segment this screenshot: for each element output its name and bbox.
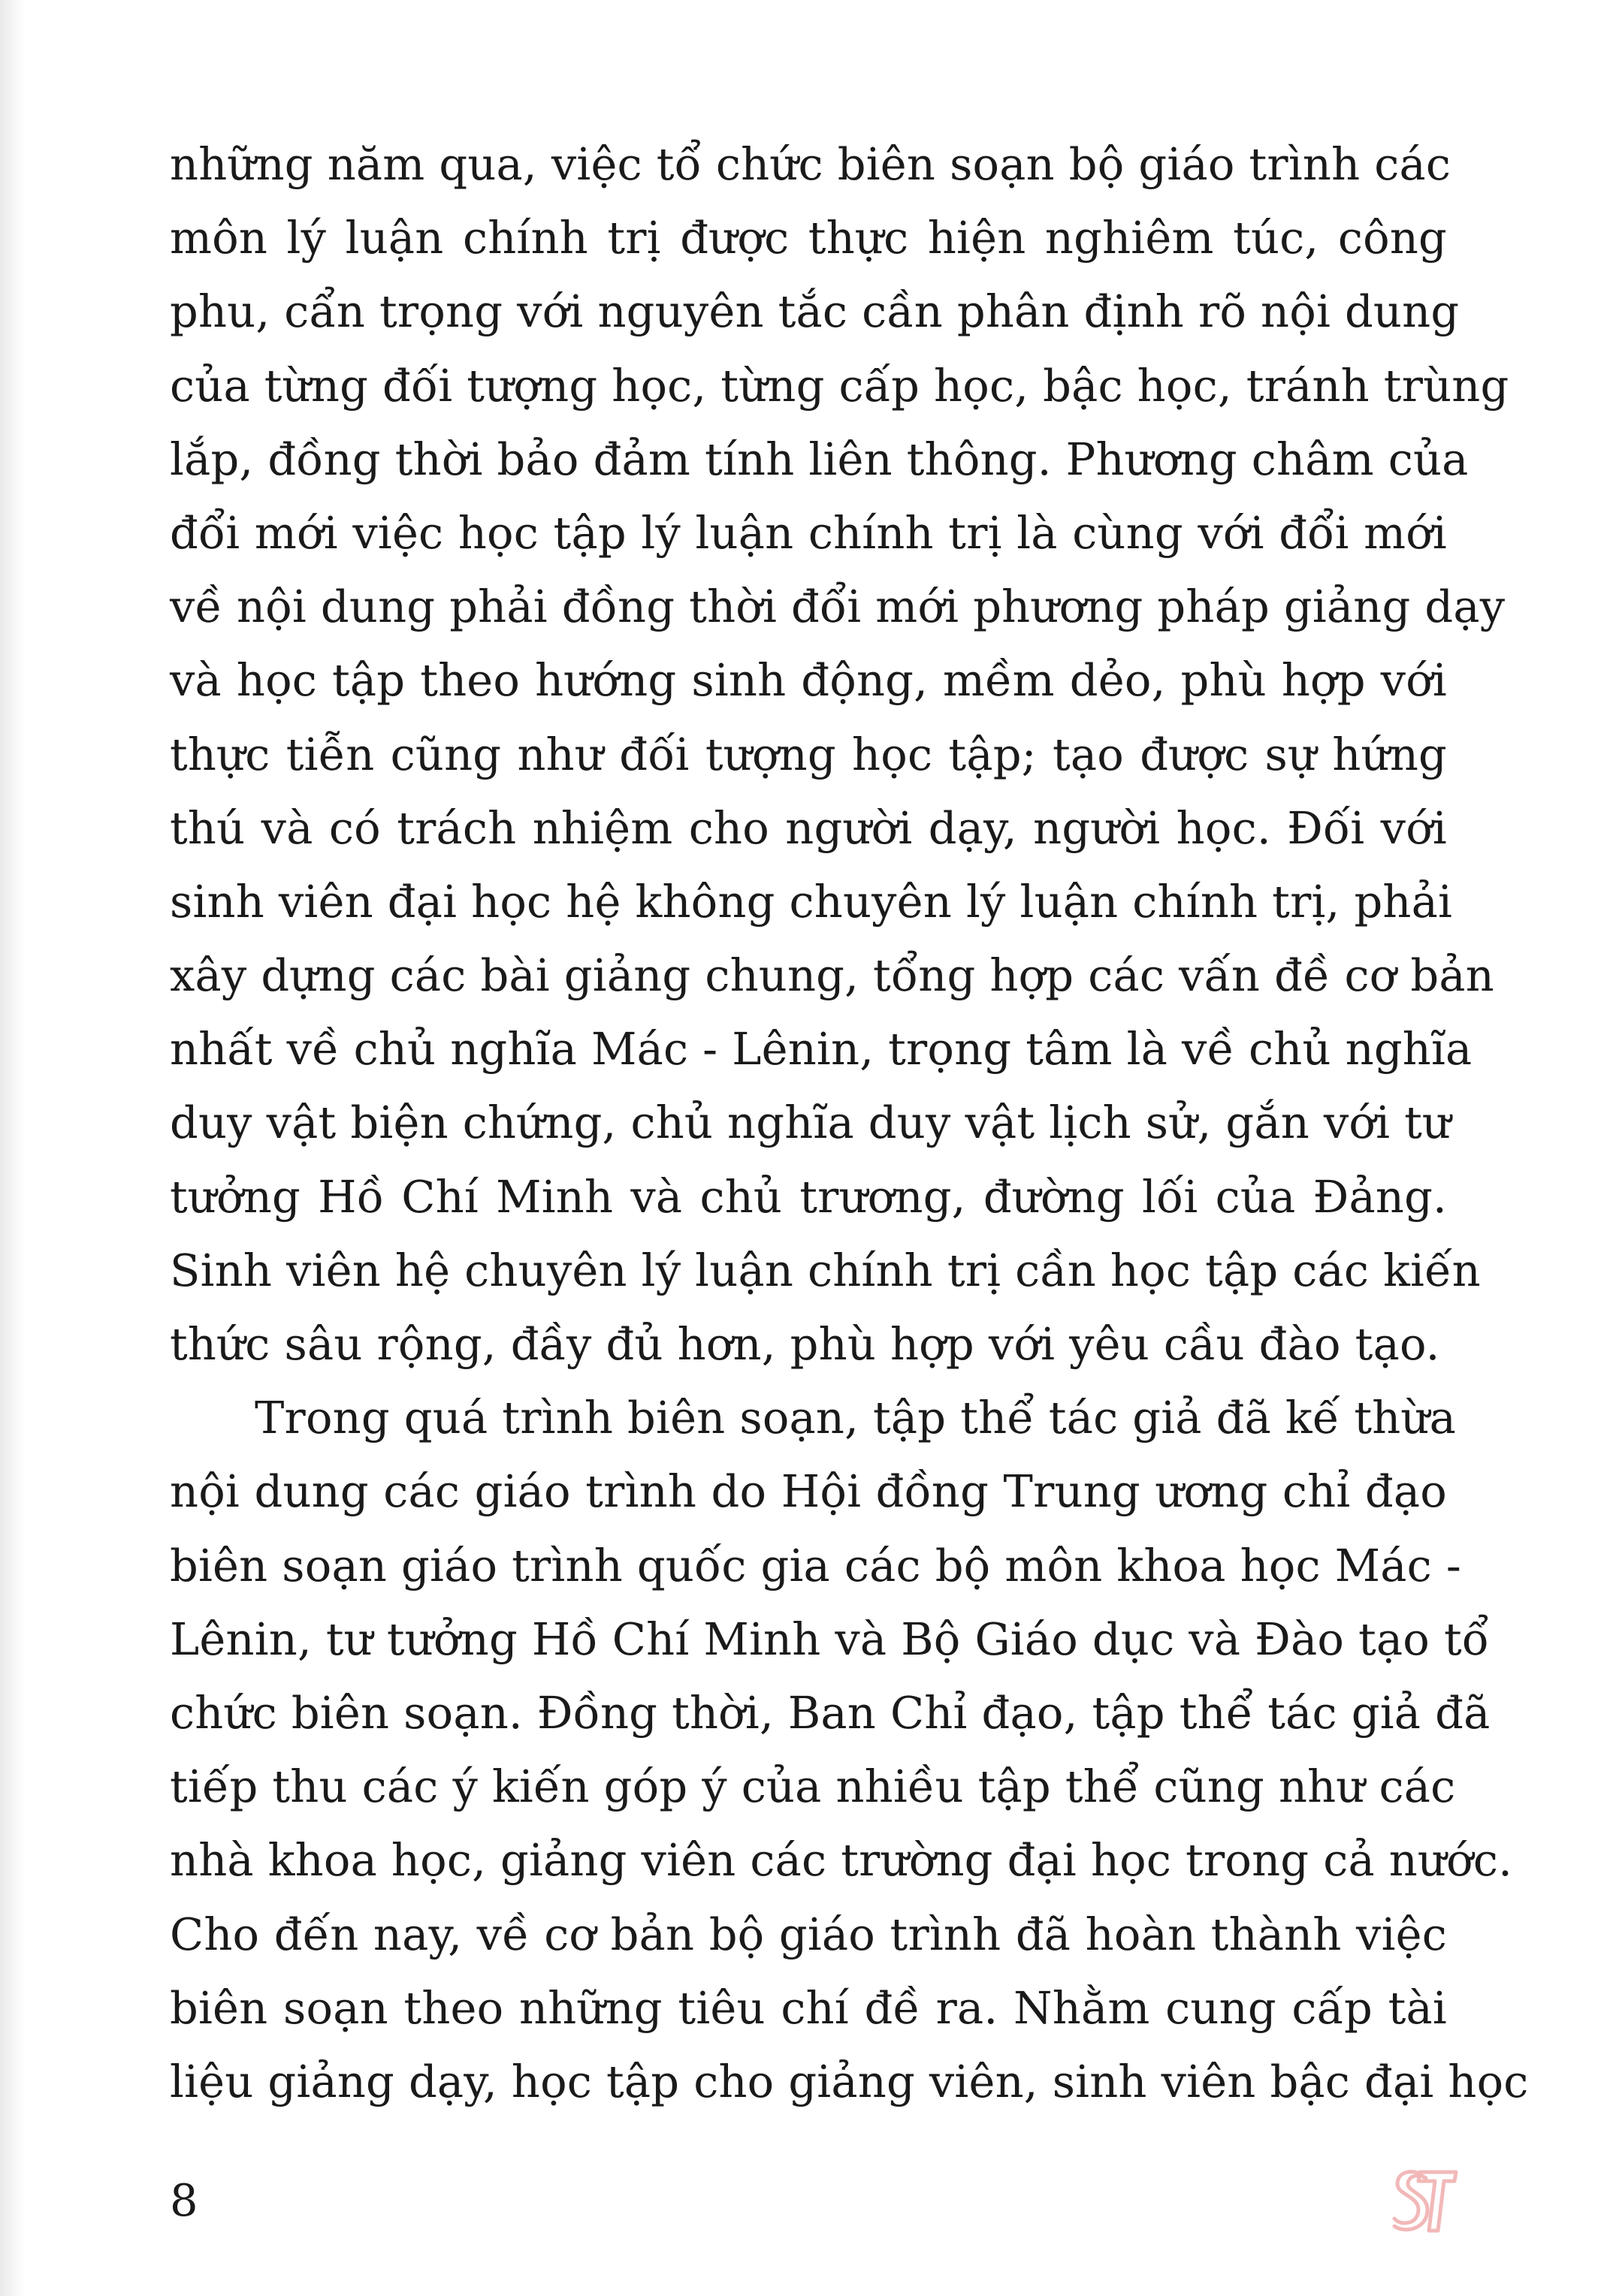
text-line: nhất về chủ nghĩa Mác - Lênin, trọng tâm là về chủ nghĩa (170, 1023, 1473, 1076)
text-line: biên soạn giáo trình quốc gia các bộ môn khoa học Mác - (170, 1539, 1462, 1592)
paragraph-1 (170, 128, 1509, 1381)
text-line: duy vật biện chứng, chủ nghĩa duy vật lịch sử, gắn với tư (170, 1097, 1451, 1149)
text-line: về nội dung phải đồng thời đổi mới phương pháp giảng dạy (170, 581, 1506, 633)
paragraph-2 (170, 1381, 1529, 2119)
text-line: của từng đối tượng học, từng cấp học, bậc học, tránh trùng (170, 359, 1509, 412)
text-line: tưởng Hồ Chí Minh và chủ trương, đường lối của Đảng. (170, 1170, 1447, 1223)
page-gutter-shadow (0, 0, 26, 2296)
text-line: thú và có trách nhiệm cho người dạy, người học. Đối với (170, 801, 1447, 854)
text-line: đổi mới việc học tập lý luận chính trị là cùng với đổi mới (170, 506, 1447, 559)
text-line: Sinh viên hệ chuyên lý luận chính trị cần học tập các kiến (170, 1244, 1481, 1296)
text-line: Lênin, tư tưởng Hồ Chí Minh và Bộ Giáo dục và Đào tạo tổ (170, 1613, 1490, 1665)
publisher-logo-icon (1391, 2165, 1459, 2237)
text-line: nội dung các giáo trình do Hội đồng Trung ương chỉ đạo (170, 1465, 1447, 1518)
text-line: lắp, đồng thời bảo đảm tính liên thông. Phương châm của (170, 433, 1469, 485)
text-line: biên soạn theo những tiêu chí đề ra. Nhằm cung cấp tài (170, 1981, 1447, 2034)
text-line: môn lý luận chính trị được thực hiện nghiêm túc, công (170, 212, 1447, 264)
text-line: thực tiễn cũng như đối tượng học tập; tạo được sự hứng (170, 728, 1447, 780)
page-number: 8 (170, 2174, 198, 2226)
text-line: những năm qua, việc tổ chức biên soạn bộ giáo trình các (170, 138, 1451, 190)
text-line: liệu giảng dạy, học tập cho giảng viên, sinh viên bậc đại học (170, 2055, 1529, 2107)
text-line: tiếp thu các ý kiến góp ý của nhiều tập thể cũng như các (170, 1760, 1456, 1813)
text-line: sinh viên đại học hệ không chuyên lý luận chính trị, phải (170, 875, 1453, 928)
text-line: Trong quá trình biên soạn, tập thể tác giả đã kế thừa (255, 1392, 1457, 1444)
text-line: thức sâu rộng, đầy đủ hơn, phù hợp với yêu cầu đào tạo. (170, 1318, 1440, 1370)
text-line: Cho đến nay, về cơ bản bộ giáo trình đã hoàn thành việc (170, 1908, 1447, 1960)
text-line: xây dựng các bài giảng chung, tổng hợp các vấn đề cơ bản (170, 949, 1494, 1002)
body-text (170, 128, 1529, 2119)
text-line: và học tập theo hướng sinh động, mềm dẻo, phù hợp với (170, 654, 1447, 707)
text-line: phu, cẩn trọng với nguyên tắc cần phân định rõ nội dung (170, 285, 1460, 338)
text-line: nhà khoa học, giảng viên các trường đại học trong cả nước. (170, 1834, 1513, 1887)
text-line: chức biên soạn. Đồng thời, Ban Chỉ đạo, tập thể tác giả đã (170, 1686, 1491, 1739)
